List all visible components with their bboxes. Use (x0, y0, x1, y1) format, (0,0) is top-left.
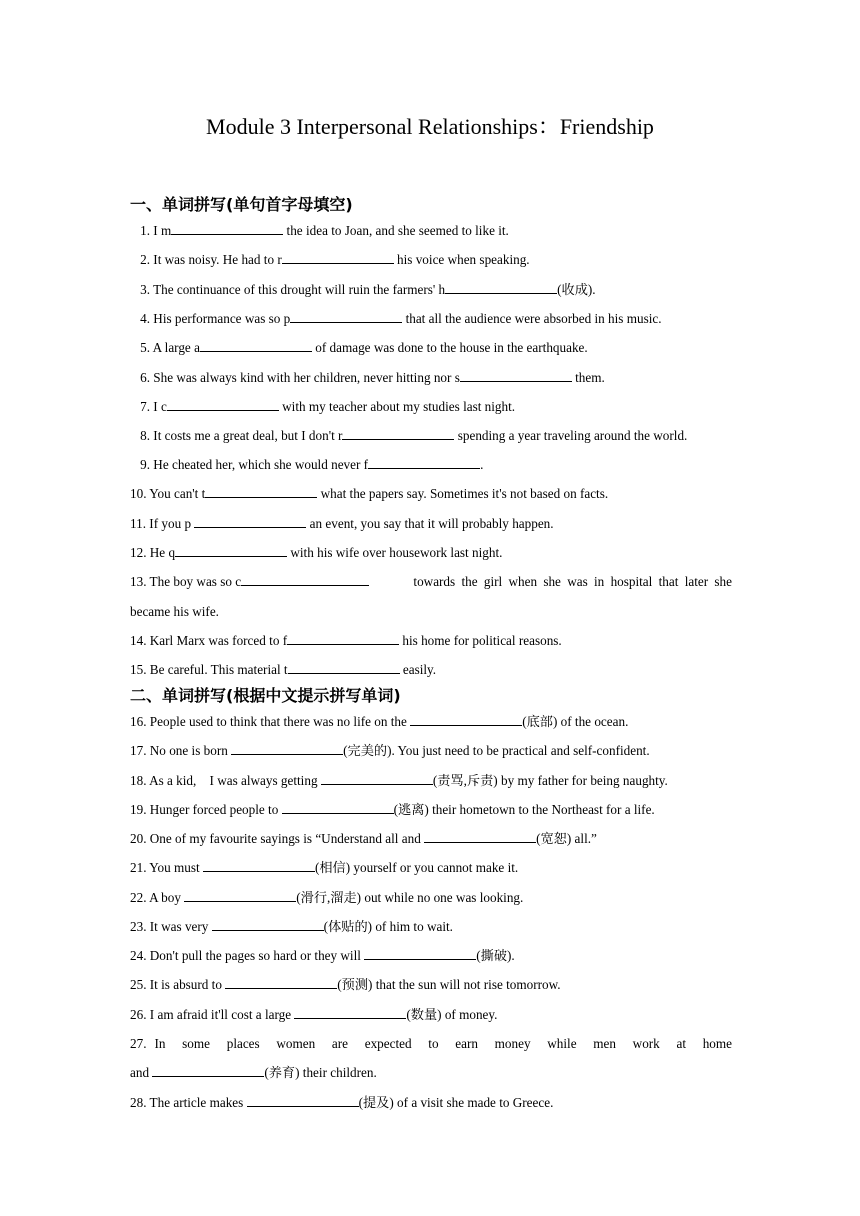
answer-blank[interactable] (342, 427, 454, 440)
answer-blank[interactable] (288, 661, 400, 674)
question-1: 1. I m the idea to Joan, and she seemed to like it. (140, 223, 509, 238)
answer-blank[interactable] (203, 859, 315, 872)
answer-blank[interactable] (194, 515, 306, 528)
answer-blank[interactable] (247, 1094, 359, 1107)
answer-blank[interactable] (152, 1064, 264, 1077)
question-23: 23. It was very (体贴的) of him to wait. (130, 919, 453, 934)
question-7: 7. I c with my teacher about my studies last night. (140, 399, 516, 414)
question-27: 27. In some places women are expected to earn money while men work at home (130, 1036, 732, 1051)
answer-blank[interactable] (294, 1006, 406, 1019)
answer-blank[interactable] (175, 544, 287, 557)
answer-blank[interactable] (410, 713, 522, 726)
question-3: 3. The continuance of this drought will ruin the farmers' h (收成). (140, 282, 596, 297)
question-10: 10. You can't t what the papers say. Sometimes it's not based on facts. (130, 486, 609, 501)
answer-blank[interactable] (424, 830, 536, 843)
answer-blank[interactable] (287, 632, 399, 645)
answer-blank[interactable] (167, 398, 279, 411)
question-17: 17. No one is born (完美的). You just need to be practical and self-confident. (130, 743, 650, 758)
question-22: 22. A boy (滑行,溜走) out while no one was looking. (130, 890, 524, 905)
answer-blank[interactable] (321, 772, 433, 785)
answer-blank[interactable] (460, 369, 572, 382)
question-14: 14. Karl Marx was forced to f his home for political reasons. (130, 633, 562, 648)
answer-blank[interactable] (231, 742, 343, 755)
answer-blank[interactable] (212, 918, 324, 931)
question-5: 5. A large a of damage was done to the house in the earthquake. (140, 340, 588, 355)
question-26: 26. I am afraid it'll cost a large (数量) of money. (130, 1007, 498, 1022)
question-28: 28. The article makes (提及) of a visit she made to Greece. (130, 1095, 554, 1110)
question-2: 2. It was noisy. He had to r his voice when speaking. (140, 252, 530, 267)
question-27-continued: and (养育) their children. (130, 1065, 377, 1080)
question-25: 25. It is absurd to (预测) that the sun will not rise tomorrow. (130, 977, 561, 992)
question-6: 6. She was always kind with her children, never hitting nor s them. (140, 370, 605, 385)
answer-blank[interactable] (282, 251, 394, 264)
answer-blank[interactable] (368, 456, 480, 469)
answer-blank[interactable] (171, 222, 283, 235)
question-9: 9. He cheated her, which she would never f . (140, 457, 484, 472)
answer-blank[interactable] (241, 573, 369, 586)
answer-blank[interactable] (225, 976, 337, 989)
question-13: 13. The boy was so c towards the girl when she was in hospital that later she (130, 574, 732, 589)
question-12: 12. He q with his wife over housework last night. (130, 545, 503, 560)
answer-blank[interactable] (282, 801, 394, 814)
section-2-heading: 二、单词拼写(根据中文提示拼写单词) (130, 686, 401, 705)
question-16: 16. People used to think that there was no life on the (底部) of the ocean. (130, 714, 629, 729)
question-15: 15. Be careful. This material t easily. (130, 662, 437, 677)
question-8: 8. It costs me a great deal, but I don't r spending a year traveling around the world. (140, 428, 688, 443)
answer-blank[interactable] (205, 485, 317, 498)
question-24: 24. Don't pull the pages so hard or they will (撕破). (130, 948, 515, 963)
question-21: 21. You must (相信) yourself or you cannot make it. (130, 860, 519, 875)
question-13-continued: became his wife. (130, 604, 219, 619)
section-1-heading: 一、单词拼写(单句首字母填空) (130, 195, 353, 214)
question-11: 11. If you p an event, you say that it will probably happen. (130, 516, 554, 531)
question-19: 19. Hunger forced people to (逃离) their hometown to the Northeast for a life. (130, 802, 655, 817)
document-title: Module 3 Interpersonal Relationships：Friendship (206, 114, 654, 139)
answer-blank[interactable] (364, 947, 476, 960)
question-4: 4. His performance was so p that all the audience were absorbed in his music. (140, 311, 662, 326)
answer-blank[interactable] (200, 339, 312, 352)
question-20: 20. One of my favourite sayings is “Understand all and (宽恕) all.” (130, 831, 597, 846)
question-18: 18. As a kid, I was always getting (责骂,斥责) by my father for being naughty. (130, 773, 668, 788)
answer-blank[interactable] (445, 281, 557, 294)
answer-blank[interactable] (184, 889, 296, 902)
answer-blank[interactable] (290, 310, 402, 323)
